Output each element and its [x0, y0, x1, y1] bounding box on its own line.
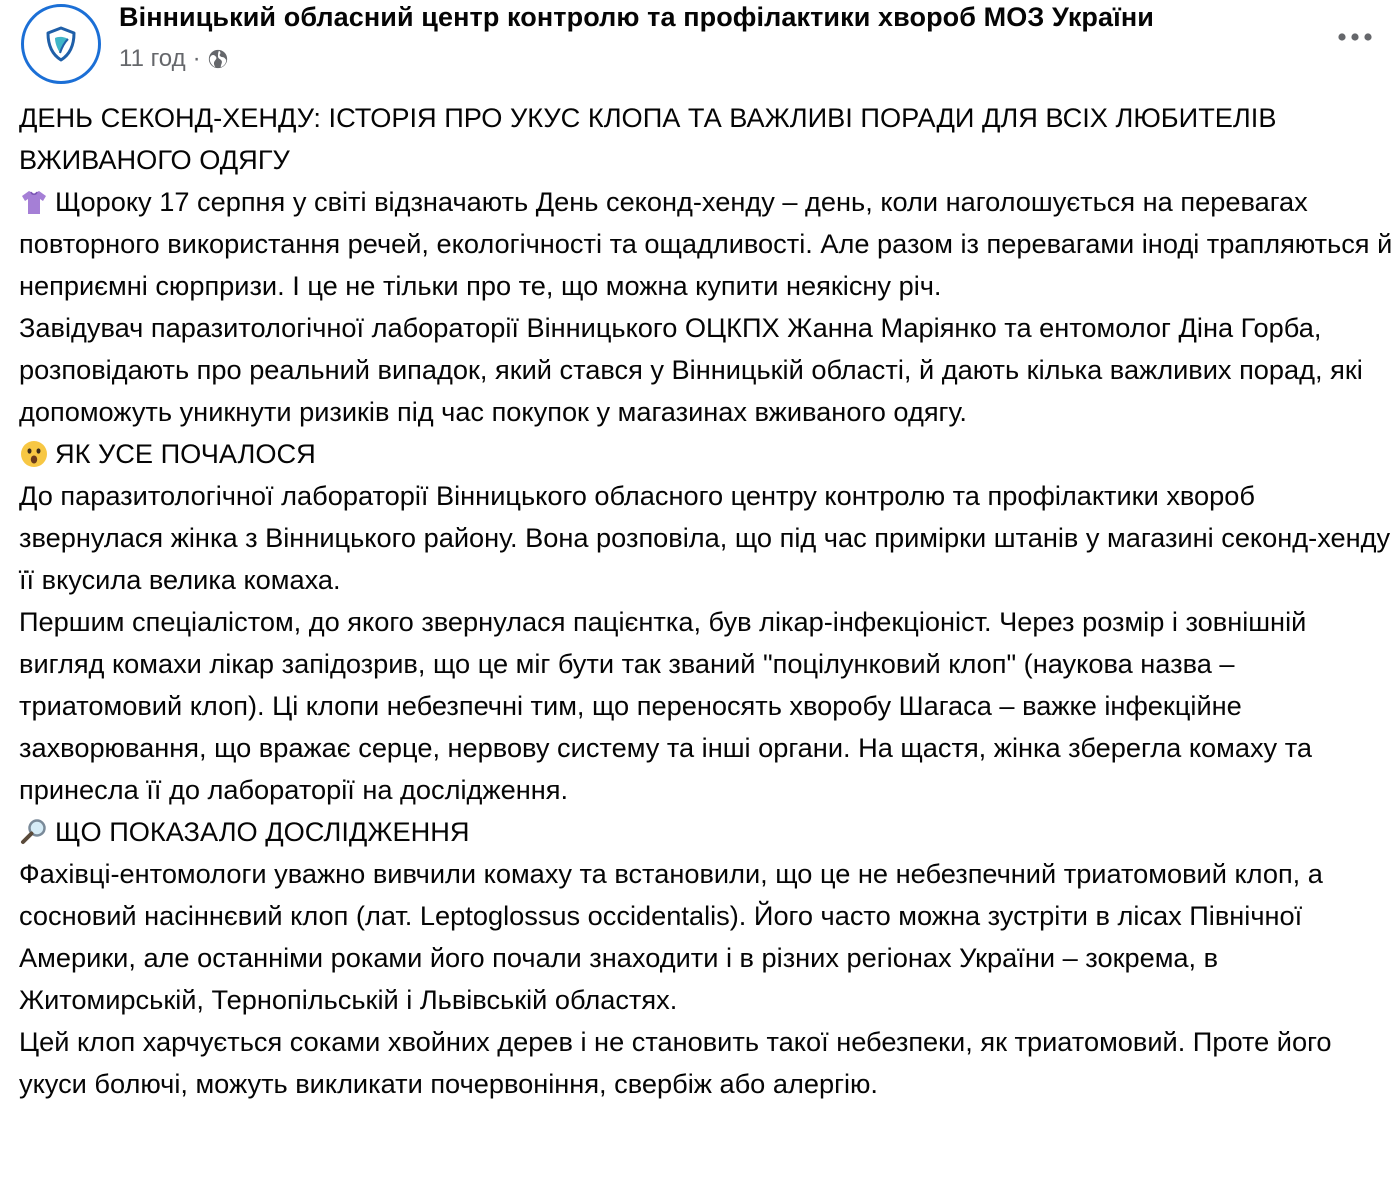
- more-options-button[interactable]: [1330, 22, 1380, 52]
- globe-icon[interactable]: [207, 48, 229, 70]
- meta-separator: ·: [192, 45, 201, 72]
- paragraph-conclusion: Цей клоп харчується соками хвойних дерев і не становить такої небезпеки, як триатомовий. Проте його укуси болючі, можуть викликати почервоніння, свербіж або алергію.: [19, 1026, 1332, 1099]
- post-header: [0, 0, 1400, 90]
- surprised-face-emoji-icon: [19, 439, 49, 469]
- more-horizontal-icon: [1337, 32, 1373, 42]
- post-intro: [19, 181, 1397, 307]
- shield-logo-icon: [41, 24, 81, 64]
- paragraph-doctor: Першим спеціалістом, до якого звернулася пацієнтка, був лікар-інфекціоніст. Через розмір і зовнішній вигляд комахи лікар запідозрив, що це міг бути так званий "поцілунковий клоп" (наукова назва – триатомовий клоп). Ці клопи небезпечні тим, що переносять хворобу Шагаса – важке інфекційне захворювання, що вражає серце, нервову систему та інші органи. На щастя, жінка зберегла комаху та принесла її до лабораторії на дослідження.: [19, 606, 1312, 805]
- t-shirt-emoji-icon: [19, 187, 49, 217]
- post-timestamp[interactable]: 11 год: [119, 45, 186, 72]
- section-heading-research-text: ЩО ПОКАЗАЛО ДОСЛІДЖЕННЯ: [55, 816, 470, 847]
- section-heading-start-text: ЯК УСЕ ПОЧАЛОСЯ: [55, 438, 316, 469]
- intro-text: Щороку 17 серпня у світі відзначають День секонд-хенду – день, коли наголошується на перевагах повторного використання речей, екологічності та ощадливості. Але разом із перевагами іноді трапляються й неприємні сюрпризи. І це не тільки про те, що можна купити неякісну річ.: [19, 186, 1393, 301]
- section-heading-research: [19, 811, 1397, 853]
- paragraph-experts: Завідувач паразитологічної лабораторії Вінницького ОЦКПХ Жанна Маріянко та ентомолог Діна Горба, розповідають про реальний випадок, який стався у Вінницькій області, й дають кілька важливих порад, які допоможуть уникнути ризиків під час покупок у магазинах вживаного одягу.: [19, 312, 1363, 427]
- paragraph-research: Фахівці-ентомологи уважно вивчили комаху та встановили, що це не небезпечний триатомовий клоп, а сосновий насіннєвий клоп (лат. Leptoglossus occidentalis). Його часто можна зустріти в лісах Північної Америки, але останніми роками його почали знаходити і в різних регіонах України – зокрема, в Житомирській, Тернопільській і Львівській областях.: [19, 858, 1323, 1015]
- post-meta: [119, 45, 229, 73]
- magnifying-glass-emoji-icon: [19, 817, 49, 847]
- post-body: [19, 97, 1397, 1105]
- paragraph-incident: До паразитологічної лабораторії Вінницького обласного центру контролю та профілактики хвороб звернулася жінка з Вінницького району. Вона розповіла, що під час примірки штанів у магазині секонд-хенду її вкусила велика комаха.: [19, 480, 1391, 595]
- post-title: ДЕНЬ СЕКОНД-ХЕНДУ: ІСТОРІЯ ПРО УКУС КЛОПА ТА ВАЖЛИВІ ПОРАДИ ДЛЯ ВСІХ ЛЮБИТЕЛІВ ВЖИВАНОГО ОДЯГУ: [19, 102, 1277, 175]
- section-heading-start: [19, 433, 1397, 475]
- page-avatar[interactable]: [21, 4, 101, 84]
- page-name-link[interactable]: Вінницький обласний центр контролю та профілактики хвороб МОЗ України: [119, 2, 1154, 32]
